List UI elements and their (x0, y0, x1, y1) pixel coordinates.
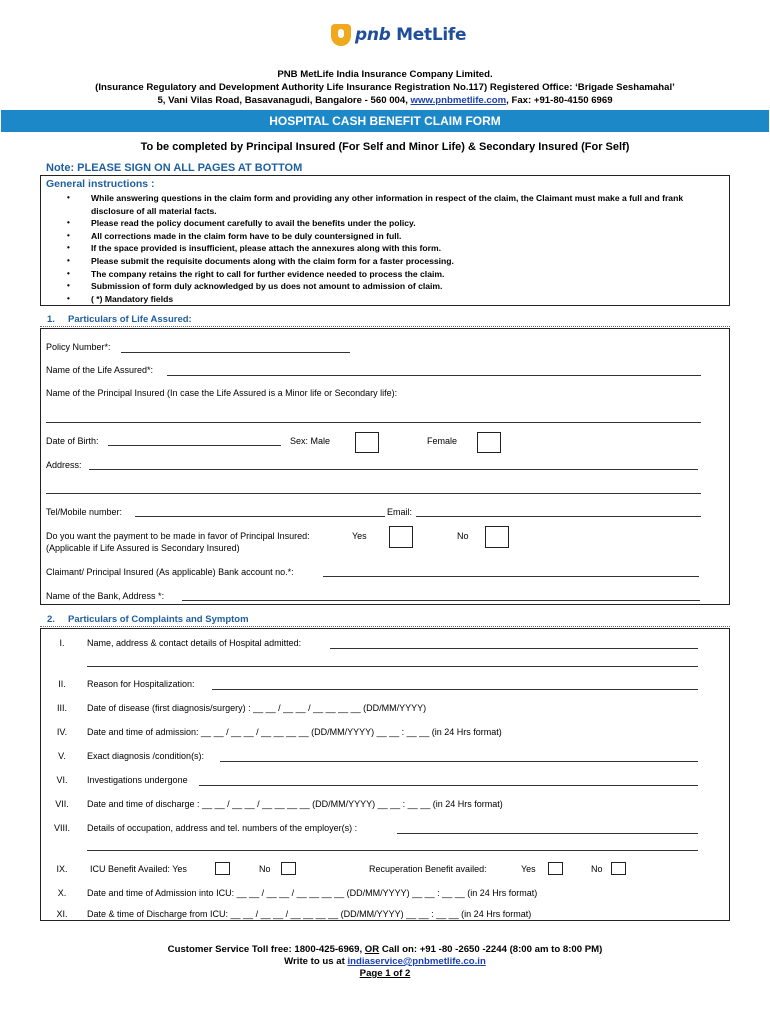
sex-male-label: Sex: Male (290, 436, 331, 446)
sign-note: Note: PLEASE SIGN ON ALL PAGES AT BOTTOM (46, 162, 303, 174)
investigations-field[interactable] (199, 785, 698, 786)
payment-note: (Applicable if Life Assured is Secondary Insured) (46, 543, 240, 553)
section1-box (40, 328, 730, 605)
row-number: IX. (56, 864, 68, 874)
recuperation-no-checkbox[interactable] (611, 862, 626, 875)
address-field-line1[interactable] (89, 469, 698, 470)
principal-insured-label: Name of the Principal Insured (In case the Life Assured is a Minor life or Secondary life): (46, 388, 398, 398)
section2-box (40, 628, 730, 921)
life-assured-name-field[interactable] (167, 375, 701, 376)
section1-divider (40, 326, 730, 327)
row-number: VI. (56, 775, 68, 785)
section1-heading (47, 314, 192, 325)
section2-divider (40, 626, 730, 627)
page-number-text: Page 1 of 2 (359, 968, 411, 979)
bank-name-field[interactable] (182, 600, 700, 601)
tel-label: Tel/Mobile number: (46, 507, 123, 517)
call-on-text: Call on: +91 -80 -2650 -2244 (8:00 am to 8:00 PM) (379, 944, 603, 955)
email-field[interactable] (416, 516, 701, 517)
discharge-datetime-field[interactable]: Date and time of discharge : __ __ / __ __ / __ __ __ __ (DD/MM/YYYY) __ __ : __ __ (in 24 Hrs format) (87, 799, 503, 809)
row-number: II. (58, 679, 66, 689)
recuperation-yes-label: Yes (521, 864, 536, 874)
instruction-item: • If the space provided is insufficient, please attach the annexures along with this form. (57, 242, 725, 255)
instruction-item: • Please read the policy document carefully to avail the benefits under the policy. (57, 217, 725, 230)
logo-wordmark (355, 25, 466, 45)
bank-account-label: Claimant/ Principal Insured (As applicable) Bank account no.*: (46, 567, 294, 577)
company-address (0, 94, 770, 107)
bank-name-label: Name of the Bank, Address *: (46, 591, 165, 601)
payment-no-checkbox[interactable] (485, 526, 509, 548)
customer-service-line (0, 944, 770, 956)
section1-title: Particulars of Life Assured: (68, 314, 192, 325)
icu-discharge-datetime-field[interactable]: Date & time of Discharge from ICU: __ __ / __ __ / __ __ __ __ (DD/MM/YYYY) __ __ : __ __ (in 24 Hrs format) (87, 909, 532, 919)
payment-yes-label: Yes (352, 531, 367, 541)
section2-number: 2. (47, 614, 55, 625)
write-to-us-line (0, 956, 770, 968)
instruction-item: • Submission of form duly acknowledged by us does not amount to admission of claim. (57, 280, 725, 293)
employer-details-field[interactable] (397, 833, 698, 834)
hospital-details-field[interactable] (330, 648, 698, 649)
address-label: Address: (46, 460, 82, 470)
company-registration: (Insurance Regulatory and Development Authority Life Insurance Registration No.117) Registered Office: ‘Brigade Seshamahal’ (95, 82, 675, 93)
icu-benefit-label: ICU Benefit Availed: Yes (90, 864, 187, 874)
female-label: Female (427, 436, 458, 446)
company-name: PNB MetLife India Insurance Company Limited. (277, 69, 493, 80)
row-number: VIII. (53, 823, 70, 833)
service-email-link[interactable]: indiaservice@pnbmetlife.co.in (347, 956, 486, 967)
dob-field[interactable] (108, 445, 281, 446)
policy-number-field[interactable] (121, 352, 350, 353)
instruction-item: • While answering questions in the claim form and providing any other information in respect of the claim, the Claimant must make a full and frank disclosure of all material facts. (57, 192, 725, 217)
row-number: X. (57, 888, 67, 898)
company-website-link[interactable]: www.pnbmetlife.com (410, 95, 507, 106)
hospital-details-field-line2[interactable] (87, 666, 698, 667)
row-number: I. (59, 638, 65, 648)
hospital-details-label: Name, address & contact details of Hospital admitted: (87, 638, 302, 648)
logo-pnb-text: pnb (355, 25, 391, 45)
general-instructions-box (40, 175, 730, 306)
write-to-us-text: Write to us at (284, 956, 348, 967)
company-fax: , Fax: +91-80-4150 6969 (506, 95, 613, 106)
row-number: III. (56, 703, 67, 713)
icu-no-checkbox[interactable] (281, 862, 296, 875)
instruction-item: • ( *) Mandatory fields (57, 293, 725, 306)
icu-admission-datetime-field[interactable]: Date and time of Admission into ICU: __ __ / __ __ / __ __ __ __ (DD/MM/YYYY) __ __ : __ __ (in 24 Hrs format) (87, 888, 538, 898)
form-subtitle: To be completed by Principal Insured (For Self and Minor Life) & Secondary Insured (For Self) (140, 141, 630, 153)
icu-no-label: No (259, 864, 271, 874)
recuperation-no-label: No (591, 864, 603, 874)
row-number: V. (58, 751, 66, 761)
icu-yes-checkbox[interactable] (215, 862, 230, 875)
pnb-metlife-logo-icon (331, 24, 351, 46)
policy-number-label: Policy Number*: (46, 342, 111, 352)
female-checkbox[interactable] (477, 432, 501, 453)
section2-heading (47, 614, 249, 625)
bank-account-field[interactable] (323, 576, 699, 577)
company-address-text: 5, Vani Vilas Road, Basavanagudi, Bangalore - 560 004, (157, 95, 411, 106)
instruction-item: • The company retains the right to call for further evidence needed to process the claim. (57, 268, 725, 281)
general-instructions-list (57, 192, 725, 305)
male-checkbox[interactable] (355, 432, 379, 453)
section1-number: 1. (47, 314, 55, 325)
general-instructions-title: General instructions : (46, 178, 155, 190)
toll-free-text: Customer Service Toll free: 1800-425-6969, (167, 944, 365, 955)
address-field-line2[interactable] (46, 493, 701, 494)
form-title-bar (1, 110, 769, 132)
payment-question: Do you want the payment to be made in favor of Principal Insured: (46, 531, 310, 541)
email-label: Email: (387, 507, 413, 517)
recuperation-yes-checkbox[interactable] (548, 862, 563, 875)
employer-details-field-line2[interactable] (87, 850, 698, 851)
tel-field[interactable] (135, 516, 385, 517)
row-number: IV. (56, 727, 68, 737)
dob-label: Date of Birth: (46, 436, 99, 446)
admission-datetime-field[interactable]: Date and time of admission: __ __ / __ __ / __ __ __ __ (DD/MM/YYYY) __ __ : __ __ (in 24 Hrs format) (87, 727, 502, 737)
instruction-item: • Please submit the requisite documents along with the claim form for a faster processing. (57, 255, 725, 268)
reason-hospitalization-field[interactable] (212, 689, 698, 690)
exact-diagnosis-label: Exact diagnosis /condition(s): (87, 751, 205, 761)
form-title: HOSPITAL CASH BENEFIT CLAIM FORM (269, 114, 501, 128)
payment-no-label: No (457, 531, 469, 541)
life-assured-name-label: Name of the Life Assured*: (46, 365, 154, 375)
exact-diagnosis-field[interactable] (220, 761, 698, 762)
reason-hospitalization-label: Reason for Hospitalization: (87, 679, 195, 689)
toll-or-text: OR (364, 944, 380, 955)
principal-insured-field[interactable] (46, 422, 701, 423)
logo-brand-text: MetLife (396, 25, 467, 45)
row-number: VII. (55, 799, 69, 809)
row-number: XI. (56, 909, 68, 919)
page-number (0, 968, 770, 980)
section2-title: Particulars of Complaints and Symptom (68, 614, 249, 625)
date-of-disease-field[interactable]: Date of disease (first diagnosis/surgery) : __ __ / __ __ / __ __ __ __ (DD/MM/YYYY) (87, 703, 427, 713)
investigations-label: Investigations undergone (87, 775, 188, 785)
payment-yes-checkbox[interactable] (389, 526, 413, 548)
brand-logo (331, 22, 466, 48)
employer-details-label: Details of occupation, address and tel. numbers of the employer(s) : (87, 823, 358, 833)
recuperation-label: Recuperation Benefit availed: (369, 864, 487, 874)
instruction-item: • All corrections made in the claim form have to be duly countersigned in full. (57, 230, 725, 243)
